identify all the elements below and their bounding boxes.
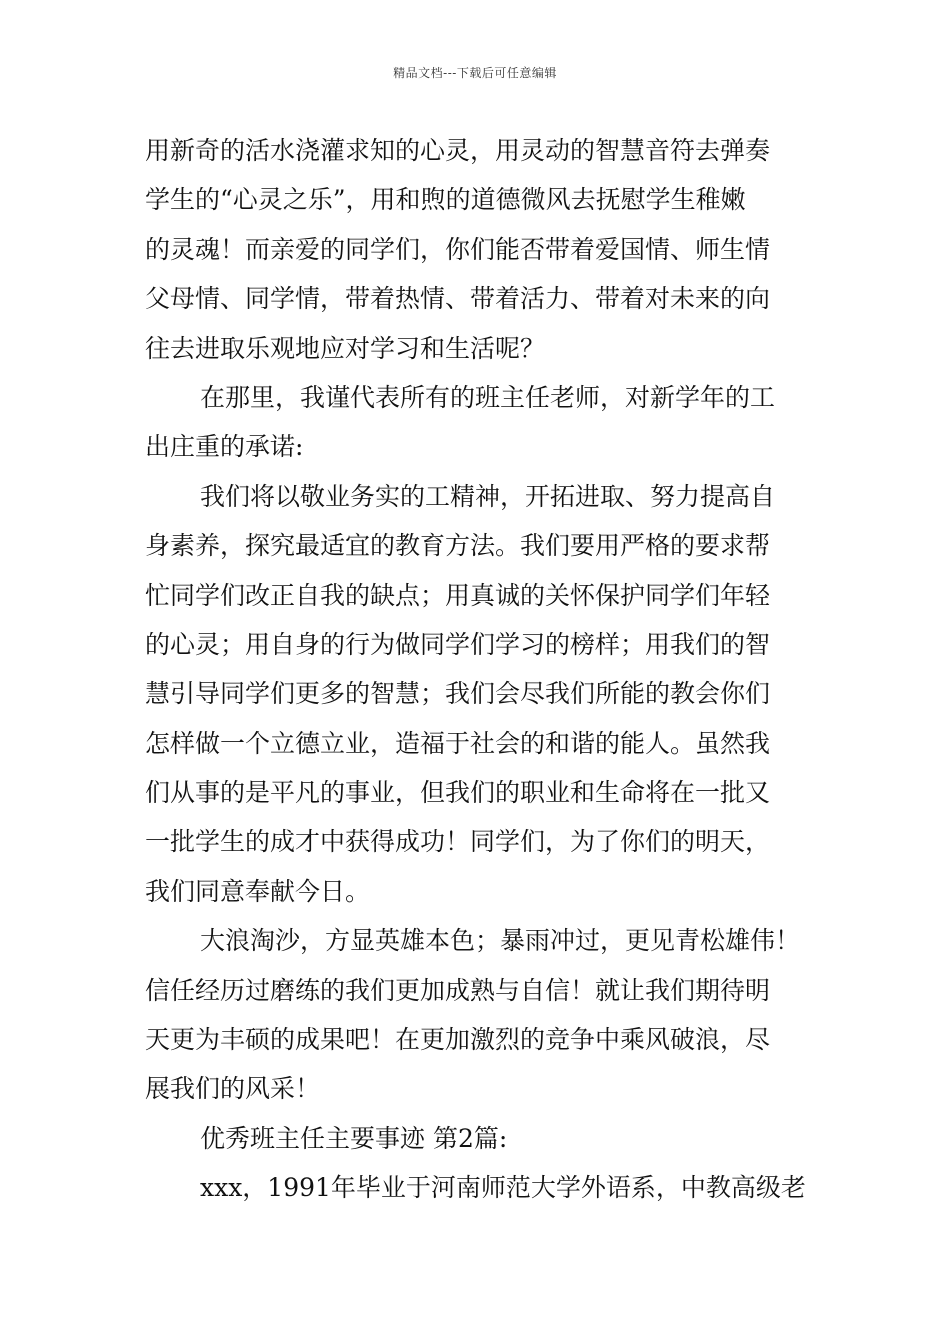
text-line: 学生的“心灵之乐”，用和煦的道德微风去抚慰学生稚嫩 — [145, 185, 746, 215]
text-line: 我们将以敬业务实的工精神，开拓进取、努力提高自 — [200, 481, 776, 511]
text-line: 忙同学们改正自我的缺点；用真诚的关怀保护同学们年轻 — [145, 580, 771, 610]
text-line: 身素养，探究最适宜的教育方法。我们要用严格的要求帮 — [145, 531, 771, 561]
text-line: 们从事的是平凡的事业，但我们的职业和生命将在一批又 — [145, 778, 771, 808]
text-line: 的心灵；用自身的行为做同学们学习的榜样；用我们的智 — [145, 629, 771, 659]
text-line: 用新奇的活水浇灌求知的心灵，用灵动的智慧音符去弹奏 — [145, 136, 771, 165]
text-line: 在那里，我谨代表所有的班主任老师，对新学年的工 — [200, 382, 776, 412]
text-line: 一批学生的成才中获得成功！同学们，为了你们的明天， — [145, 827, 771, 857]
document-body — [145, 126, 820, 1213]
text-line: 天更为丰硕的成果吧！在更加激烈的竞争中乘风破浪，尽 — [145, 1025, 771, 1055]
text-line: 大浪淘沙，方显英雄本色；暴雨冲过，更见青松雄伟！ — [200, 926, 801, 956]
text-line: 怎样做一个立德立业，造福于社会的和谐的能人。虽然我 — [145, 728, 771, 758]
text-line: 出庄重的承诺: — [145, 432, 304, 462]
text-line: 优秀班主任主要事迹 第2篇: — [200, 1123, 508, 1153]
text-line: xxx，1991年毕业于河南师范大学外语系，中教高级老 — [200, 1173, 806, 1203]
text-line: 信任经历过磨练的我们更加成熟与自信！就让我们期待明 — [145, 975, 771, 1005]
text-line: 我们同意奉献今日。 — [145, 876, 371, 906]
text-line: 展我们的风采！ — [145, 1074, 321, 1104]
text-line: 往去进取乐观地应对学习和生活呢？ — [145, 333, 546, 363]
page-header: 精品文档---下载后可任意编辑 — [393, 66, 557, 80]
text-line: 慧引导同学们更多的智慧；我们会尽我们所能的教会你们 — [145, 679, 771, 709]
text-line: 的灵魂！而亲爱的同学们，你们能否带着爱国情、师生情 — [145, 234, 771, 264]
text-line: 父母情、同学情，带着热情、带着活力、带着对未来的向 — [145, 284, 771, 314]
